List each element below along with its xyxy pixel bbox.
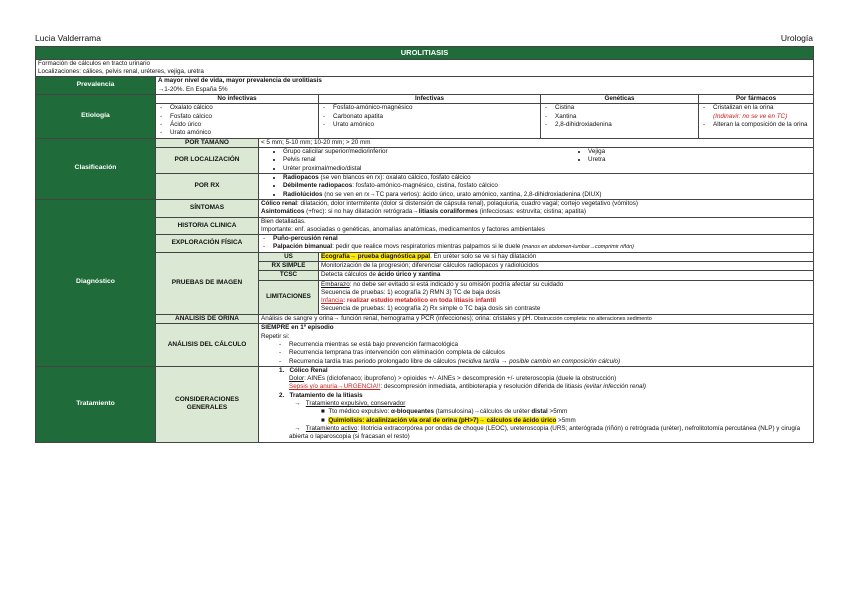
activo-term: Tratamiento activo xyxy=(305,424,358,432)
page-header xyxy=(35,33,813,43)
infancia-line xyxy=(321,297,811,305)
section-prevalencia: Prevalencia xyxy=(36,77,156,95)
coraliformes-term: litiasis coraliformes xyxy=(418,208,478,216)
calculo-tardia: Recurrencia tardía tras periodo prolongado libre de cálculos xyxy=(289,357,458,365)
list-item xyxy=(273,243,811,251)
tcsc-text: Detecta cálculos de xyxy=(321,271,378,279)
dolor-line xyxy=(261,375,811,383)
infectivas-list xyxy=(321,104,538,129)
label-analisis-orina: ANÁLISIS DE ORINA xyxy=(156,314,259,324)
label-pruebas-imagen: PRUEBAS DE IMAGEN xyxy=(156,252,259,314)
list-item: - Ácido úrico xyxy=(170,121,316,129)
section-tratamiento: Tratamiento xyxy=(36,366,156,442)
farmacos-item-1: Cristalizan en la orina xyxy=(713,104,774,112)
sintomas-cell xyxy=(259,199,814,217)
geneticas-list xyxy=(543,104,696,129)
table-title: UROLITIASIS xyxy=(36,47,814,60)
colico-renal-term: Cólico renal xyxy=(261,199,298,207)
sepsis-line xyxy=(261,383,811,391)
list-item: - Oxalato cálcico xyxy=(170,104,316,112)
list-item xyxy=(713,104,811,121)
historia-line-2: Importante: enf. asociadas o genéticas, anomalías anatómicas, medicamentos y factores ambientales xyxy=(261,225,545,233)
list-item: - Fosfato cálcico xyxy=(170,113,316,121)
list-item: • Uréter proximal/medio/distal xyxy=(283,165,506,173)
calculo-list xyxy=(261,341,811,366)
tratamiento-item-1: 1. Cólico Renal xyxy=(279,366,328,374)
section-diagnostico: Diagnóstico xyxy=(36,199,156,366)
list-item xyxy=(283,182,811,190)
list-item xyxy=(289,358,811,366)
expulsivo-line: → Tratamiento expulsivo, conservador xyxy=(289,400,406,408)
limitaciones-cell-3: Secuencia de pruebas: 1) ecografía 2) Rx simple o TC baja dosis sin contraste xyxy=(319,305,814,314)
section-clasificacion: Clasificación xyxy=(36,138,156,199)
author-name: Lucia Valderrama xyxy=(35,33,101,43)
label-analisis-calculo: ANÁLISIS DEL CÁLCULO xyxy=(156,324,259,366)
radiolucidos-text: (no se ven en rx→TC para verlos): ácido úrico, urato amónico, xantina, 2,8-dihidroxiadenina (DIUX) xyxy=(322,190,602,198)
indinavir-note: (Indinavir: no se ve en TC) xyxy=(713,112,788,120)
list-item xyxy=(273,235,811,243)
calculo-cell xyxy=(259,324,814,366)
colico-renal-text: : dilatación, dolor intermitente (dolor si distensión de cápsula renal), polaquiuria, cuadro vagal; cortejo vegetativo (vómitos) xyxy=(297,199,638,207)
localizacion-list-left xyxy=(261,148,506,173)
quimiolisis-highlight: Quimiolisis: alcalinización vía oral de orina (pH>7)→ cálculos de ácido úrico xyxy=(328,416,557,424)
activo-line: → Tratamiento activo: litotricia extracorpórea por ondas de choque (LEOC), ureteroscopia (URS; anterógrada (riñón) o retrógrada (uréter), nefrolitotomía percutánea (NLP) y cirugía abierta o laparoscopia (si fracasan el resto) xyxy=(289,424,801,441)
colico-renal-heading: Cólico Renal xyxy=(289,366,328,374)
urolitiasis-table xyxy=(35,46,814,443)
geneticas-list-cell xyxy=(541,104,699,138)
us-cell xyxy=(319,252,814,261)
list-item: - Xantina xyxy=(555,113,696,121)
prevalencia-line-1: A mayor nivel de vida, mayor prevalencia de urolitiasis xyxy=(158,77,322,85)
alfa-term: α-bloqueantes xyxy=(390,408,435,416)
tamsulosina-text: (tamsulosina)→cálculos de uréter xyxy=(434,408,532,416)
list-item: - Urato amónico xyxy=(170,129,316,137)
calculo-line-1: SIEMPRE en 1º episodio xyxy=(261,324,334,332)
list-item: • Vejiga xyxy=(588,148,811,156)
embarazo-line xyxy=(321,281,811,289)
tratamiento-item-2: 2. Tratamiento de la litiasis xyxy=(279,391,363,399)
asintomaticos-text: (+frec): si no hay dilatación retrógrada→ xyxy=(304,208,419,216)
embarazo-term: Embarazo xyxy=(321,280,350,288)
calculo-tardia-note: (recidiva tardía → posible cambio en composición cálculo) xyxy=(457,357,621,365)
list-item: - Carbonato apatita xyxy=(333,113,538,121)
list-item: • Uretra xyxy=(588,156,811,164)
debilmente-text: : fosfato-amónico-magnésico, cistina, fosfato cálcico xyxy=(352,182,498,190)
label-por-localizacion: POR LOCALIZACIÓN xyxy=(156,148,259,174)
list-item xyxy=(283,174,811,182)
list-item: - 2,8-dihidroxiadenina xyxy=(555,121,696,129)
dolor-text: : AINEs (diclofenaco; ibuprofeno) > opioides +/- AINEs > descompresión +/- ureteroscopia (duele la obstrucción) xyxy=(304,375,617,383)
tcsc-bold: ácido úrico y xantina xyxy=(377,271,441,279)
label-exploracion-fisica: EXPLORACIÓN FÍSICA xyxy=(156,235,259,253)
infancia-term: Infancia xyxy=(321,297,344,305)
ecografia-highlight: Ecografía→ prueba diagnóstica ppal xyxy=(321,252,431,260)
embarazo-text: : no debe ser evitado si está indicado y su omisión podría afectar su cuidado xyxy=(349,280,564,288)
list-item: • Pelvis renal xyxy=(283,156,506,164)
list-item: - Recurrencia temprana tras intervención con eliminación completa de cálculos xyxy=(289,349,811,357)
prevalencia-line-2: →1-20%. En España 5% xyxy=(158,85,228,93)
localizacion-cell xyxy=(259,148,814,174)
exploracion-list xyxy=(261,235,811,252)
no-infectivas-list xyxy=(158,104,316,137)
tratamiento-litiasis-heading: Tratamiento de la litiasis xyxy=(289,391,363,399)
rx-simple-cell: Monitorización de la progresión; diferenciar cálculos radiopacos y radiolúcidos xyxy=(319,262,814,271)
list-item: • Grupo calicilar superior/medio/inferior xyxy=(283,148,506,156)
specialty-name: Urología xyxy=(780,33,813,43)
palpacion-text: : pedir que realice movs respiratorios mientras palpamos si le duele xyxy=(332,243,521,251)
tamano-cell: < 5 mm; 5-10 mm; 10-20 mm; > 20 mm xyxy=(259,138,814,148)
us-text: . En uréter solo se ve si hay dilatación xyxy=(430,252,537,260)
tto-text: Tto médico expulsivo: xyxy=(328,408,391,416)
radiopacos-text: (se ven blancos en rx): oxalato cálcico, fosfato cálcico xyxy=(318,174,471,182)
sintomas-line-2 xyxy=(261,208,811,216)
tratamiento-cell xyxy=(259,366,814,442)
farmacos-list-cell xyxy=(699,104,814,138)
radiopacos-term: Radiopacos xyxy=(283,174,319,182)
localizacion-list-right xyxy=(566,148,811,165)
label-rx-simple: RX SIMPLE xyxy=(259,262,319,271)
activo-text: : litotricia extracorpórea por ondas de choque (LEOC), ureteroscopia (URS; anterógrada (riñón) o retrógrada (uréter), nefrolitotomía percutánea (NLP) y cirugía abierta o laparoscopia (si fracasan el resto) xyxy=(289,424,801,441)
label-sintomas: SÍNTOMAS xyxy=(156,199,259,217)
infectivas-list-cell xyxy=(319,104,541,138)
label-por-tamano: POR TAMAÑO xyxy=(156,138,259,148)
label-por-rx: POR RX xyxy=(156,174,259,200)
distal-term: distal xyxy=(531,408,548,416)
debilmente-term: Débilmente radiopacos xyxy=(283,182,353,190)
palpacion-term: Palpación bimanual xyxy=(273,243,333,251)
list-item: - Cistina xyxy=(555,104,696,112)
col-no-infectivas: No infectivas xyxy=(156,95,319,104)
coraliformes-text: (infecciosas: estruvita; cistina; apatita) xyxy=(477,208,586,216)
sintomas-line-1 xyxy=(261,200,811,208)
intro-line-2: Localizaciones: cálices, pelvis renal, uréteres, vejiga, uretra xyxy=(38,68,204,76)
no-infectivas-list-cell xyxy=(156,104,319,138)
historia-line-1: Bien detalladas. xyxy=(261,217,306,225)
intro-cell xyxy=(36,59,814,77)
distal-size: >5mm xyxy=(547,408,568,416)
orina-note: Obstrucción completa: no alteraciones sedimento xyxy=(532,315,652,322)
label-consideraciones: CONSIDERACIONES GENERALES xyxy=(156,366,259,442)
intro-line-1: Formación de cálculos en tracto urinario xyxy=(38,59,150,67)
label-tcsc: TCSC xyxy=(259,271,319,280)
col-geneticas: Genéticas xyxy=(541,95,699,104)
sepsis-note: (evitar infección renal) xyxy=(584,383,647,391)
asintomaticos-term: Asintomáticos xyxy=(261,208,305,216)
list-item: - Fosfato-amónico-magnésico xyxy=(333,104,538,112)
quimiolisis-line: ■ Quimiolisis: alcalinización vía oral de orina (pH>7)→ cálculos de ácido úrico >5mm xyxy=(321,416,576,424)
rx-cell xyxy=(259,174,814,200)
list-item: - Recurrencia mientras se está bajo prevención farmacológica xyxy=(289,341,811,349)
list-item: - Urato amónico xyxy=(333,121,538,129)
prevalencia-cell xyxy=(156,77,814,95)
label-us: US xyxy=(259,252,319,261)
exploracion-cell xyxy=(259,235,814,253)
tcsc-cell xyxy=(319,271,814,280)
radiolucidos-term: Radiolúcidos xyxy=(283,190,323,198)
col-infectivas: Infectivas xyxy=(319,95,541,104)
sepsis-term: Sepsis y/o anuria→URGENCIA!! xyxy=(289,383,381,391)
limitaciones-cell-1 xyxy=(319,280,814,289)
infancia-text: : realizar estudio metabólico en toda litiasis infantil xyxy=(343,297,496,305)
puno-percusion-term: Puño-percusión renal xyxy=(273,235,338,243)
list-item: - Alteran la composición de la orina xyxy=(713,121,811,129)
label-limitaciones: LIMITACIONES xyxy=(259,280,319,314)
col-farmacos: Por fármacos xyxy=(699,95,814,104)
expulsivo-term: Tratamiento expulsivo, conservador xyxy=(305,400,406,408)
rx-list xyxy=(261,174,811,199)
limitaciones-cell-2 xyxy=(319,289,814,306)
orina-cell xyxy=(259,314,814,324)
palpacion-note: (manos en abdomen-lumbar→comprimir riñón) xyxy=(520,244,634,251)
list-item xyxy=(283,191,811,199)
section-etiologia: Etiología xyxy=(36,95,156,138)
label-historia-clinica: HISTORIA CLINICA xyxy=(156,217,259,235)
farmacos-list xyxy=(701,104,811,129)
dolor-term: Dolor xyxy=(289,375,305,383)
secuencia-embarazo: Secuencia de pruebas: 1) ecografía 2) RMN 3) TC de baja dosis xyxy=(321,288,501,296)
quimiolisis-size: >5mm xyxy=(556,416,576,424)
sepsis-text: : descompresión inmediata, antibioterapia y resolución diferida de litiasis xyxy=(380,383,585,391)
historia-cell xyxy=(259,217,814,235)
calculo-line-2: Repetir si: xyxy=(261,332,290,340)
alfa-bloqueantes-line: ■ Tto médico expulsivo: α-bloqueantes (tamsulosina)→cálculos de uréter distal >5mm xyxy=(321,408,568,416)
orina-text: Análisis de sangre y orina→ función renal, hemograma y PCR (infecciones); orina: cristales y pH. xyxy=(261,314,533,322)
